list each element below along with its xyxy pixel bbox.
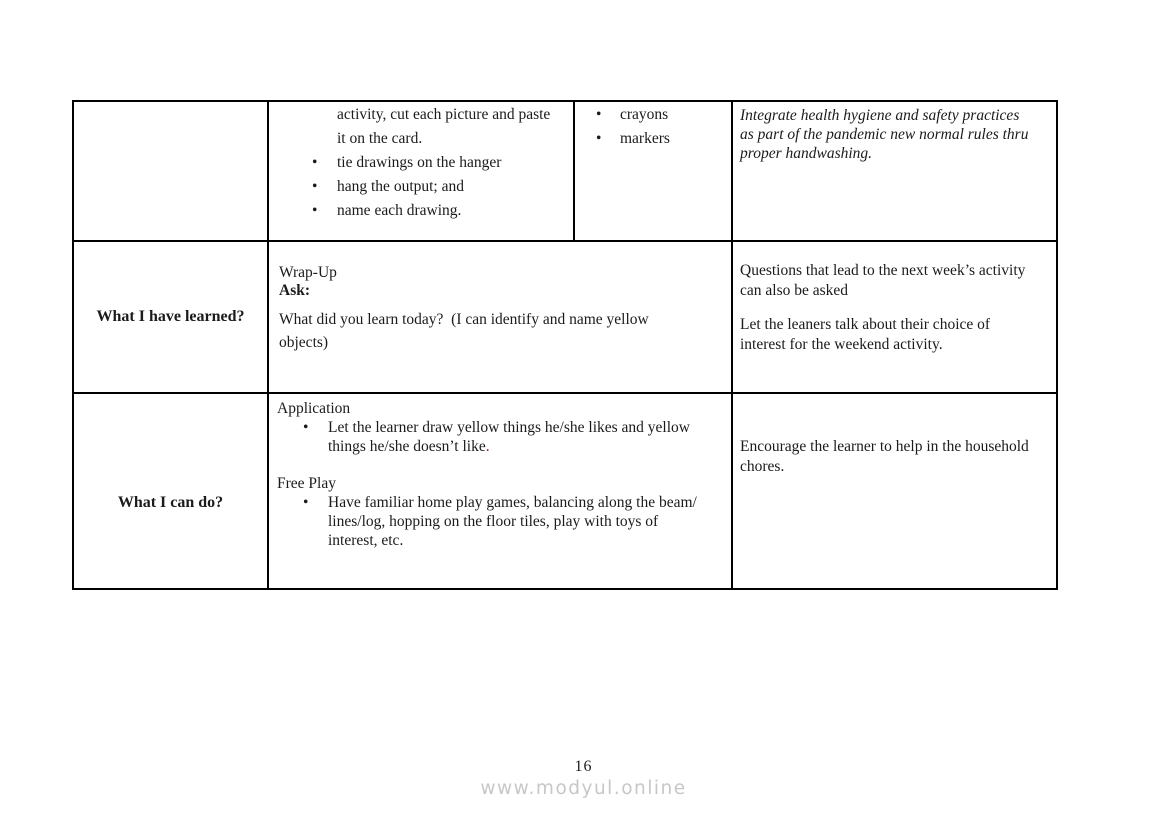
cell-label-what-i-can-do xyxy=(73,393,268,589)
bullet-icon: • xyxy=(596,106,602,123)
row-what-i-have-learned xyxy=(73,241,1057,393)
list-item: • markers xyxy=(581,127,731,151)
row-what-i-can-do xyxy=(73,393,1057,589)
page-number: 16 xyxy=(574,758,593,775)
spacer xyxy=(277,456,727,474)
row-label: What I have learned? xyxy=(96,308,245,325)
spacer xyxy=(279,300,725,308)
ask-heading: Ask: xyxy=(279,282,311,299)
bullet-icon: • xyxy=(312,202,318,219)
application-heading: Application xyxy=(277,400,351,417)
watermark: www.modyul.online xyxy=(480,778,687,799)
lesson-plan-table xyxy=(72,100,1058,590)
bullet-icon: • xyxy=(596,130,602,147)
list-item: • hang the output; and xyxy=(277,175,571,199)
cell-wrap-up: Wrap-Up Ask: What did you learn today? (I can identify and name yellow objects) xyxy=(268,241,732,393)
procedure-continuation: activity, cut each picture and paste it on the card. xyxy=(337,106,551,147)
list-item: • tie drawings on the hanger xyxy=(277,151,571,175)
list-item: • Let the learner draw yellow things he/she likes and yellow things he/she doesn’t like. xyxy=(303,419,690,455)
free-play-heading: Free Play xyxy=(277,475,336,492)
cell-label-what-i-have-learned xyxy=(73,241,268,393)
row-materials-procedure xyxy=(73,101,1057,241)
bullet-icon: • xyxy=(303,494,309,511)
spacer xyxy=(740,301,1050,315)
cell-household-note: Encourage the learner to help in the household chores. xyxy=(732,393,1057,589)
list-item: • crayons xyxy=(581,103,731,127)
cell-procedure-continued xyxy=(268,101,574,241)
cell-application-free-play xyxy=(268,393,732,589)
red-period: . xyxy=(485,438,490,455)
cell-materials xyxy=(574,101,732,241)
list-item: • Have familiar home play games, balancing along the beam/ lines/log, hopping on the floor tiles, play with toys of interest, etc. xyxy=(303,494,697,549)
cell-next-week-note: Questions that lead to the next week’s activity can also be asked Let the leaners talk about their choice of interest for the weekend activity. xyxy=(732,241,1057,393)
wrap-up-heading: Wrap-Up xyxy=(279,264,337,281)
cell-blank xyxy=(73,101,268,241)
cell-health-note: Integrate health hygiene and safety practices as part of the pandemic new normal rules thru proper handwashing. xyxy=(732,101,1057,241)
bullet-icon: • xyxy=(303,419,309,436)
list-item: • name each drawing. xyxy=(277,199,571,223)
row-label: What I can do? xyxy=(117,494,224,511)
bullet-icon: • xyxy=(312,154,318,171)
bullet-icon: • xyxy=(312,178,318,195)
